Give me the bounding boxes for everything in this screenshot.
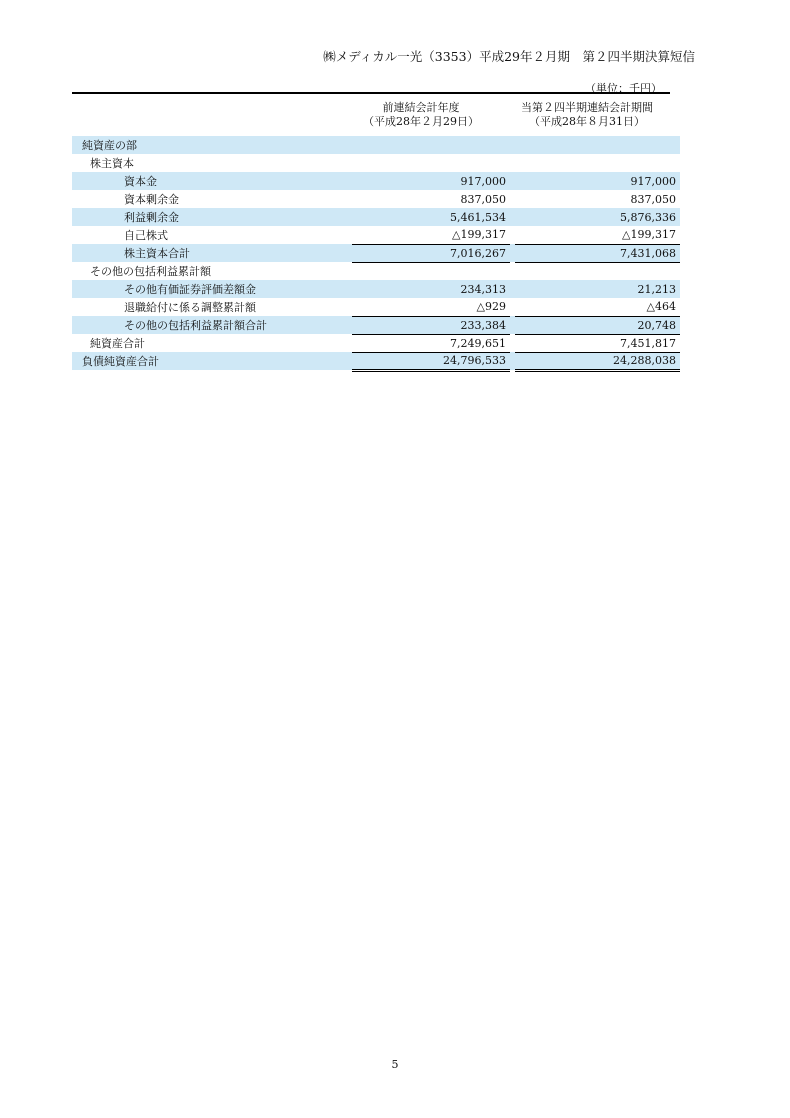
balance-sheet-table <box>72 136 680 372</box>
row-label: その他の包括利益累計額合計 <box>72 316 352 334</box>
value-previous: 7,016,267 <box>352 244 510 262</box>
column-header-current-title: 当第２四半期連結会計期間 <box>521 101 653 114</box>
value-current: 7,451,817 <box>515 334 680 352</box>
row-label: その他の包括利益累計額 <box>90 265 211 278</box>
value-current <box>515 262 680 280</box>
value-current: 917,000 <box>515 172 680 190</box>
value-current: 24,288,038 <box>515 352 680 370</box>
column-header-current <box>502 101 672 129</box>
value-current: △464 <box>515 298 680 316</box>
value-previous: 5,461,534 <box>352 208 510 226</box>
table-row <box>72 208 680 226</box>
row-label: 株主資本 <box>90 157 134 170</box>
value-current: 21,213 <box>515 280 680 298</box>
value-previous: △929 <box>352 298 510 316</box>
value-previous: 233,384 <box>352 316 510 334</box>
row-label: 利益剰余金 <box>72 208 352 226</box>
value-current: 837,050 <box>630 192 676 206</box>
row-label: 純資産の部 <box>72 136 352 154</box>
table-row <box>72 262 680 280</box>
table-row <box>72 334 680 352</box>
table-row <box>72 154 680 172</box>
value-previous <box>352 136 510 154</box>
value-previous: 837,050 <box>460 192 506 206</box>
value-previous: 24,796,533 <box>352 352 510 370</box>
column-header-current-date: （平成28年８月31日） <box>529 115 645 128</box>
row-label: 自己株式 <box>124 229 168 242</box>
row-label: 資本金 <box>72 172 352 190</box>
row-label: 資本剰余金 <box>124 193 179 206</box>
table-row <box>72 352 680 370</box>
table-row <box>72 244 680 262</box>
row-label: 株主資本合計 <box>72 244 352 262</box>
table-row <box>72 136 680 154</box>
table-row <box>72 190 680 208</box>
value-previous: 7,249,651 <box>352 334 510 352</box>
value-current <box>515 136 680 154</box>
table-row <box>72 280 680 298</box>
column-header-previous-date: （平成28年２月29日） <box>363 115 479 128</box>
unit-label: （単位：千円） <box>585 82 662 95</box>
value-previous: 234,313 <box>352 280 510 298</box>
row-label: 純資産合計 <box>90 337 145 350</box>
value-previous: △199,317 <box>352 226 510 244</box>
table-row <box>72 172 680 190</box>
table-row <box>72 298 680 316</box>
value-current <box>515 154 680 172</box>
value-current: 5,876,336 <box>515 208 680 226</box>
value-current: 7,431,068 <box>515 244 680 262</box>
value-current: 20,748 <box>515 316 680 334</box>
table-row <box>72 316 680 334</box>
row-label: 負債純資産合計 <box>72 352 352 370</box>
page-number: 5 <box>391 1058 399 1071</box>
column-header-previous <box>342 101 500 129</box>
table-row <box>72 226 680 244</box>
row-label: その他有価証券評価差額金 <box>72 280 352 298</box>
row-label: 退職給付に係る調整累計額 <box>124 301 256 314</box>
value-current: △199,317 <box>515 226 680 244</box>
value-previous <box>352 154 510 172</box>
column-header-previous-title: 前連結会計年度 <box>382 101 460 114</box>
table-top-rule <box>72 92 670 94</box>
value-previous: 917,000 <box>352 172 510 190</box>
document-header: ㈱メディカル一光（3353）平成29年２月期 第２四半期決算短信 <box>323 49 695 64</box>
value-previous <box>352 262 510 280</box>
